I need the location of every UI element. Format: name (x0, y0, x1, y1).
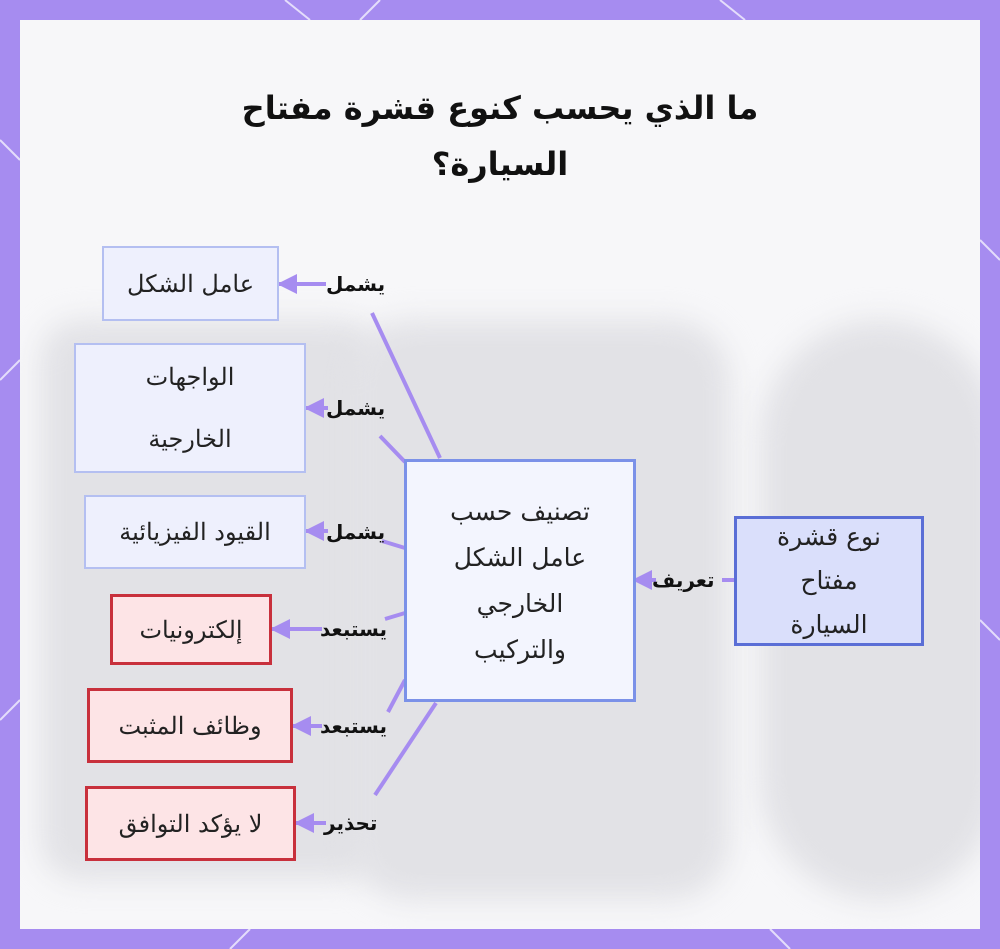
node-exterior: الواجهات الخارجية (74, 343, 306, 473)
node-form-factor: عامل الشكل (102, 246, 279, 321)
edge-label-include-2: يشمل (326, 396, 386, 420)
node-center: تصنيف حسب عامل الشكل الخارجي والتركيب (404, 459, 636, 702)
edge-label-define: تعريف (652, 568, 715, 592)
edge-include-2 (380, 436, 405, 462)
node-fob-functions: وظائف المثبت (87, 688, 293, 763)
edge-label-include-3: يشمل (326, 520, 386, 544)
edge-exclude-1 (385, 613, 405, 619)
node-electronics: إلكترونيات (110, 594, 272, 665)
node-physical: القيود الفيزيائية (84, 495, 306, 569)
edge-label-include-1: يشمل (326, 272, 386, 296)
edge-include-3 (382, 541, 405, 548)
edge-label-exclude-1: يستبعد (320, 617, 388, 641)
diagram-title: ما الذي يحسب كنوع قشرة مفتاح السيارة؟ (241, 89, 759, 183)
node-source: نوع قشرة مفتاح السيارة (734, 516, 924, 646)
edge-label-warn: تحذير (324, 811, 378, 835)
edge-exclude-2 (388, 680, 405, 712)
node-compatibility: لا يؤكد التوافق (85, 786, 296, 861)
edge-label-exclude-2: يستبعد (320, 714, 388, 738)
